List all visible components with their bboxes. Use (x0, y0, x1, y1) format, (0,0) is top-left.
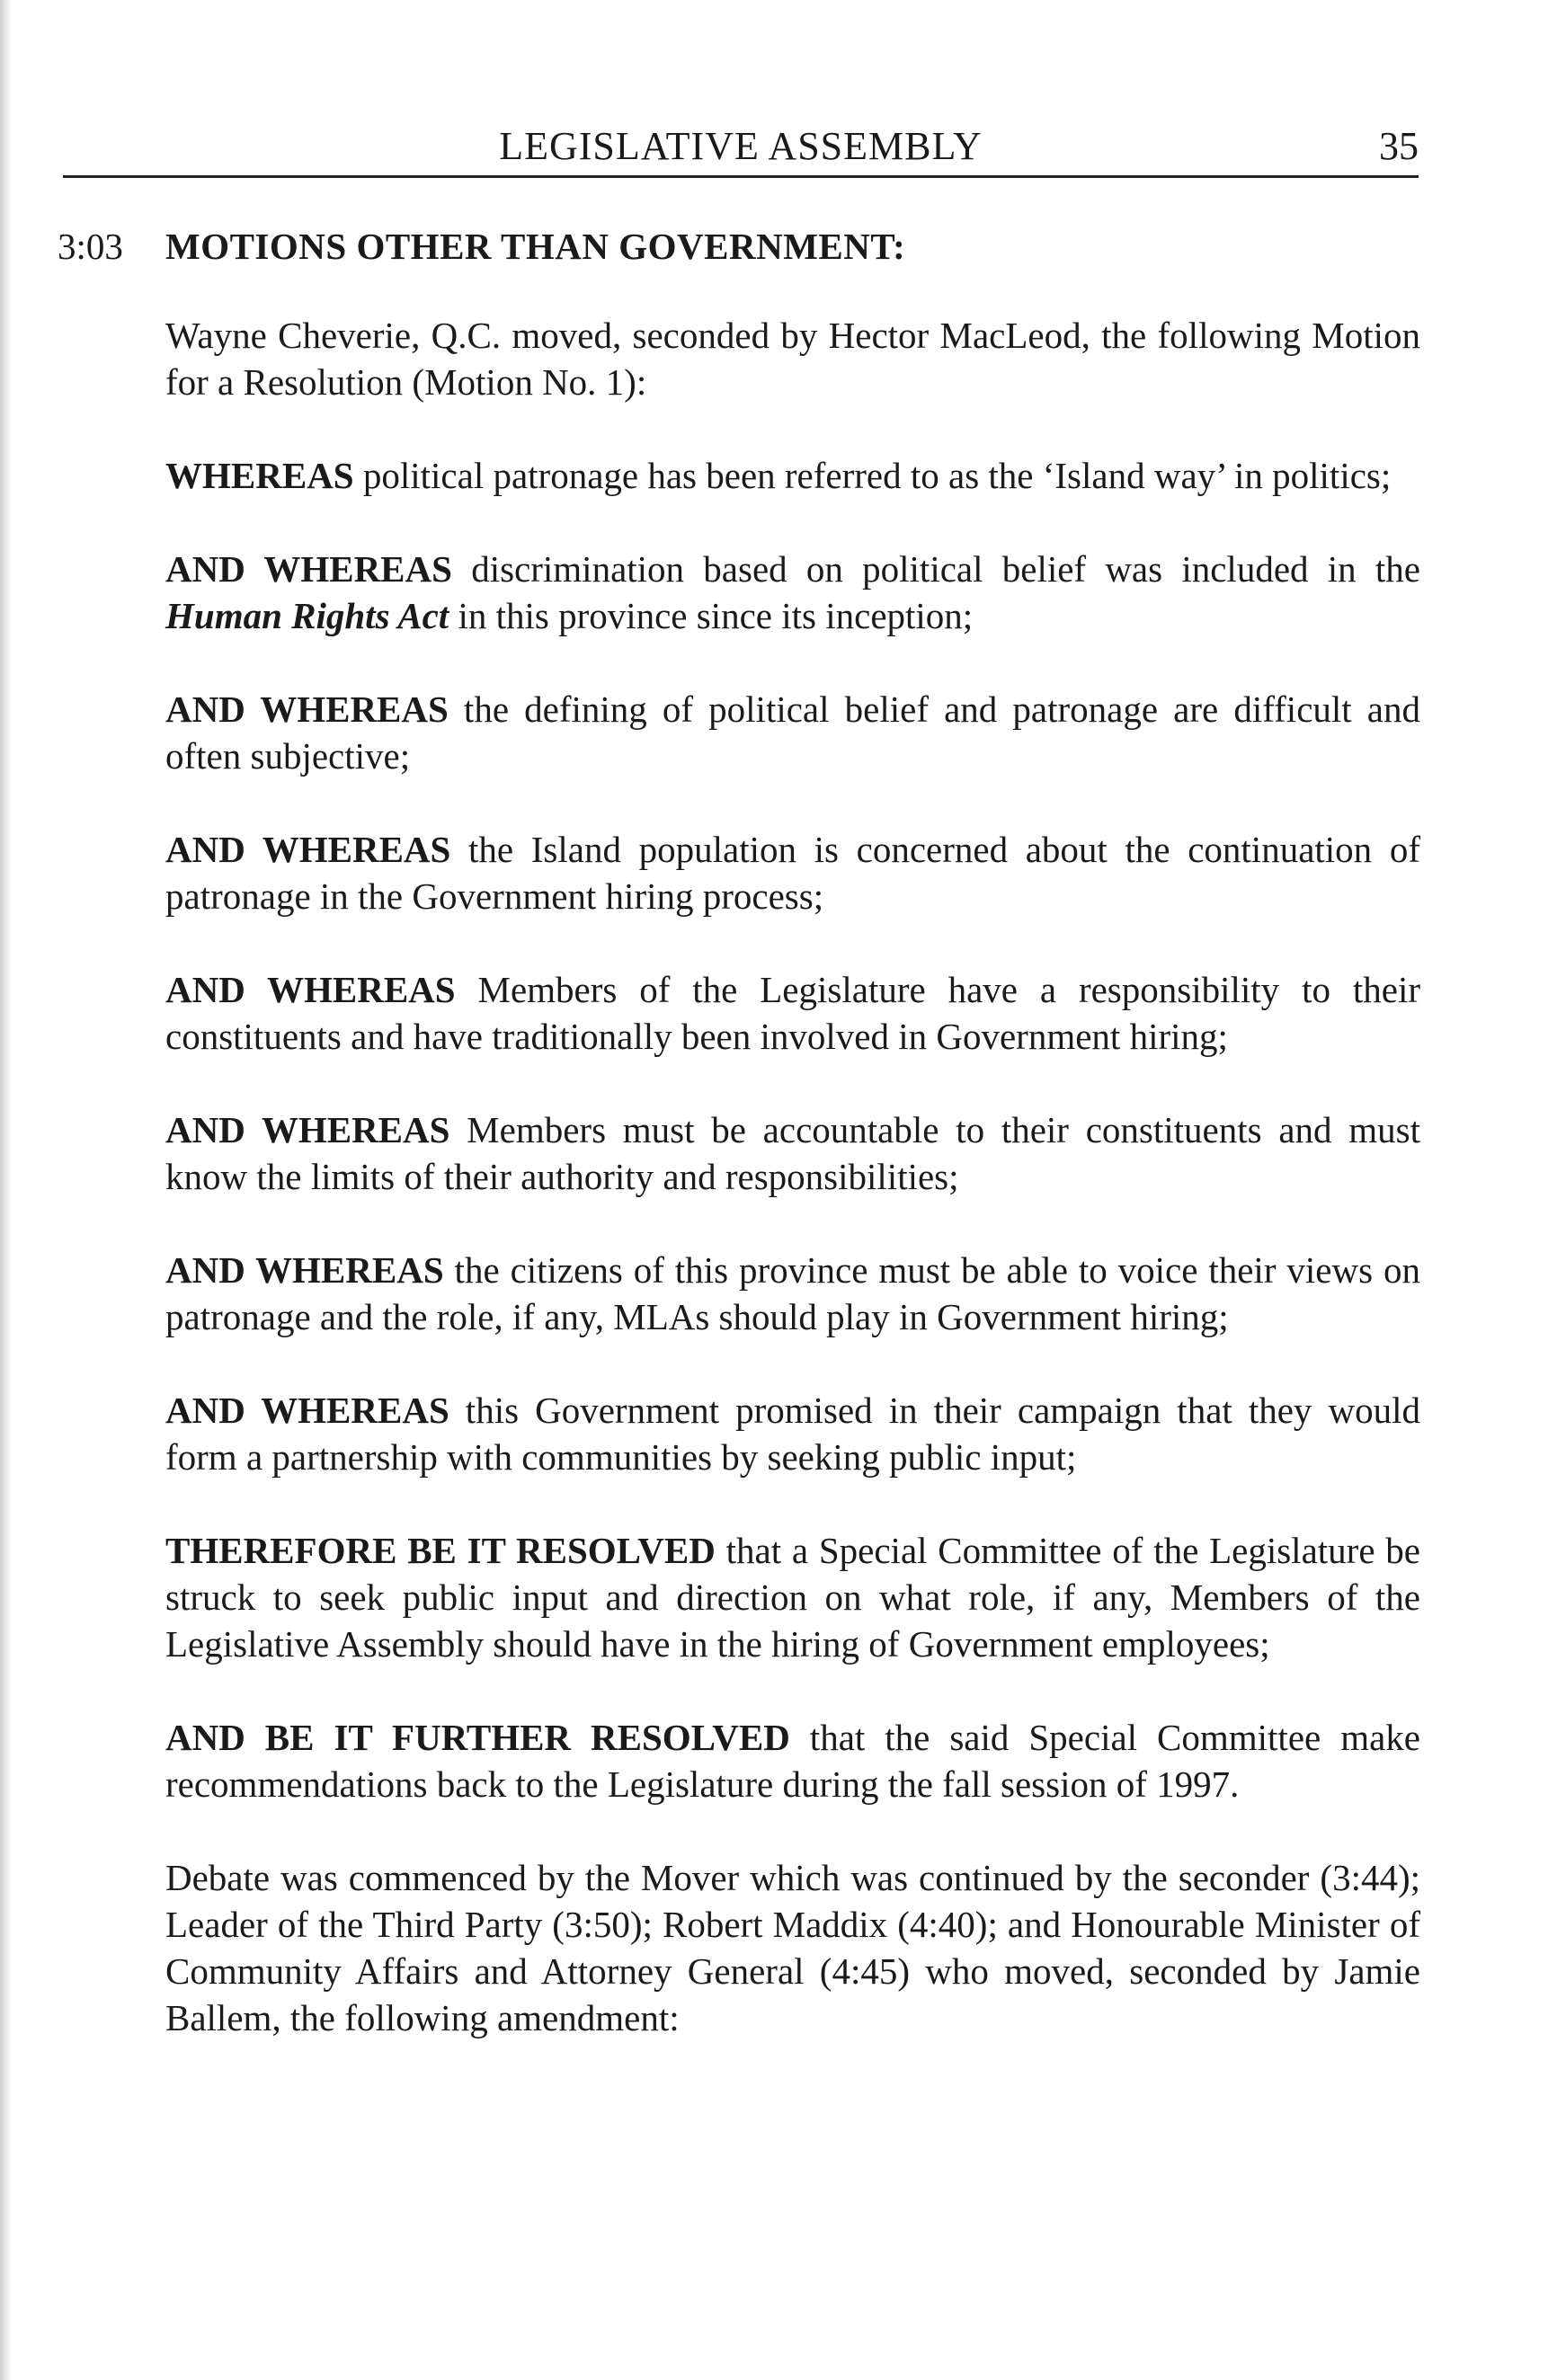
clause-lead: AND BE IT FURTHER RESOLVED (165, 1717, 790, 1758)
whereas-paragraph-2 (165, 546, 1420, 639)
clause-lead: AND WHEREAS (165, 1249, 444, 1291)
clause-text: the defining of political belief and patronage are difficult and often subjective; (165, 688, 1420, 777)
page-binding-edge (0, 0, 13, 2380)
whereas-paragraph-3 (165, 686, 1420, 779)
time-stamp: 3:03 (58, 226, 123, 267)
clause-lead: AND WHEREAS (165, 548, 452, 590)
whereas-paragraph-6 (165, 1106, 1420, 1200)
intro-paragraph (165, 312, 1420, 405)
clause-lead: WHEREAS (165, 455, 354, 496)
clause-text: the citizens of this province must be able to voice their views on patronage and the role, if any, MLAs should play in Government hiring; (165, 1249, 1420, 1337)
header-title: LEGISLATIVE ASSEMBLY (499, 124, 983, 168)
clause-lead: AND WHEREAS (165, 688, 449, 730)
clause-text: that a Special Committee of the Legislature be struck to seek public input and direction on what role, if any, Members of the Legislative Assembly should have in the hiring of Government employees; (165, 1530, 1420, 1665)
clause-text: the Island population is concerned about the continuation of patronage in the Government hiring process; (165, 829, 1420, 917)
clause-text: discrimination based on political belief was included in the (451, 548, 1420, 590)
intro-text: Wayne Cheverie, Q.C. moved, seconded by Hector MacLeod, the following Motion for a Resolution (Motion No. 1): (165, 315, 1420, 403)
section-heading: MOTIONS OTHER THAN GOVERNMENT: (165, 226, 906, 267)
clause-text: Members must be accountable to their constituents and must know the limits of their authority and responsibilities; (165, 1109, 1420, 1197)
debate-text: Debate was commenced by the Mover which was continued by the seconder (3:44); Leader of the Third Party (3:50); Robert Maddix (4:40); and Honourable Minister of Community Affairs and Attorney General (4:45) who moved, seconded by Jamie Ballem, the following amendment: (165, 1857, 1420, 2038)
clause-text: political patronage has been referred to as the ‘Island way’ in politics; (353, 455, 1392, 496)
clause-lead: AND WHEREAS (165, 1390, 449, 1431)
resolved-paragraph (165, 1527, 1420, 1667)
clause-text: in this province since its inception; (449, 595, 974, 636)
clause-text: this Government promised in their campaign that they would form a partnership with communities by seeking public input; (165, 1390, 1420, 1478)
whereas-paragraph-1 (165, 452, 1420, 499)
whereas-paragraph-5 (165, 966, 1420, 1060)
clause-lead: AND WHEREAS (165, 969, 456, 1010)
clause-lead: THEREFORE BE IT RESOLVED (165, 1530, 716, 1571)
act-title: Human Rights Act (165, 595, 449, 636)
clause-lead: AND WHEREAS (165, 829, 451, 870)
page-header (63, 121, 1419, 178)
body-text (165, 312, 1420, 2041)
whereas-paragraph-8 (165, 1387, 1420, 1480)
page-number: 35 (1379, 124, 1419, 168)
debate-paragraph (165, 1854, 1420, 2041)
clause-text: that the said Special Committee make recommendations back to the Legislature during the fall session of 1997. (165, 1717, 1420, 1805)
clause-lead: AND WHEREAS (165, 1109, 450, 1150)
clause-text: Members of the Legislature have a responsibility to their constituents and have traditionally been involved in Government hiring; (165, 969, 1420, 1057)
whereas-paragraph-4 (165, 826, 1420, 919)
further-resolved-paragraph (165, 1714, 1420, 1807)
whereas-paragraph-7 (165, 1247, 1420, 1340)
